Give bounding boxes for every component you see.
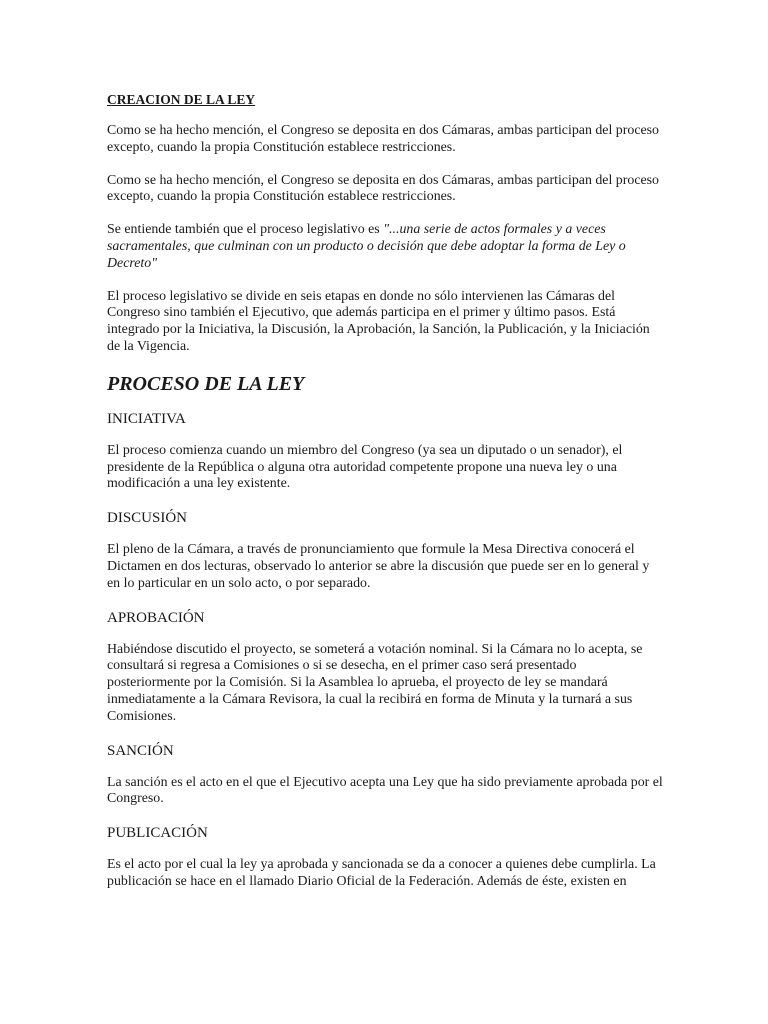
heading-iniciativa: INICIATIVA [107,410,186,427]
paragraph-3 [107,222,663,272]
text-aprobacion: Habiéndose discutido el proyecto, se someterá a votación nominal. Si la Cámara no lo acepta, se consultará si regresa a Comisiones o si se desecha, en el primer caso será presentado posteriormente por la Comisión. Si la Asamblea lo aprueba, el proyecto de ley se mandará inmediatamente a la Cámara Revisora, la cual la recibirá en forma de Minuta y la turnará a sus Comisiones. [107,641,643,724]
text-sancion: La sanción es el acto en el que el Ejecutivo acepta una Ley que ha sido previamente aprobada por el Congreso. [107,774,663,807]
heading-publicacion: PUBLICACIÓN [107,825,208,842]
text-iniciativa: El proceso comienza cuando un miembro del Congreso (ya sea un diputado o un senador), el presidente de la República o alguna otra autoridad competente propone una nueva ley o una modificación a una ley existente. [107,442,623,492]
heading-aprobacion: APROBACIÓN [107,609,205,626]
paragraph-2: Como se ha hecho mención, el Congreso se deposita en dos Cámaras, ambas participan del proceso excepto, cuando la propia Constitución establece restricciones. [107,172,659,205]
heading-sancion: SANCIÓN [107,742,174,759]
section-title-main: PROCESO DE LA LEY [107,372,305,395]
paragraph-3-quote: "...una serie de actos formales y a veces sacramentales, que culminan con un producto o decisión que debe adoptar la forma de Ley o Decreto" [107,222,626,271]
document-page [107,91,663,907]
paragraph-3-intro: Se entiende también que el proceso legislativo es [107,222,384,238]
doc-heading: CREACION DE LA LEY [107,92,256,107]
heading-discusion: DISCUSIÓN [107,510,188,527]
paragraph-1: Como se ha hecho mención, el Congreso se deposita en dos Cámaras, ambas participan del proceso excepto, cuando la propia Constitución establece restricciones. [107,123,659,155]
text-publicacion: Es el acto por el cual la ley ya aprobada y sancionada se da a conocer a quienes debe cumplirla. La publicación se hace en el llamado Diario Oficial de la Federación. Además de éste, existen en [107,857,656,889]
text-discusion: El pleno de la Cámara, a través de pronunciamiento que formule la Mesa Directiva conocerá el Dictamen en dos lecturas, observado lo anterior se abre la discusión que puede ser en lo general y en lo particular en un solo acto, o por separado. [107,542,650,591]
paragraph-4: El proceso legislativo se divide en seis etapas en donde no sólo intervienen las Cámaras del Congreso sino también el Ejecutivo, que además participa en el primer y último pasos. Está integrado por la Iniciativa, la Discusión, la Aprobación, la Sanción, la Publicación, y la Iniciación de la Vigencia. [107,288,650,354]
